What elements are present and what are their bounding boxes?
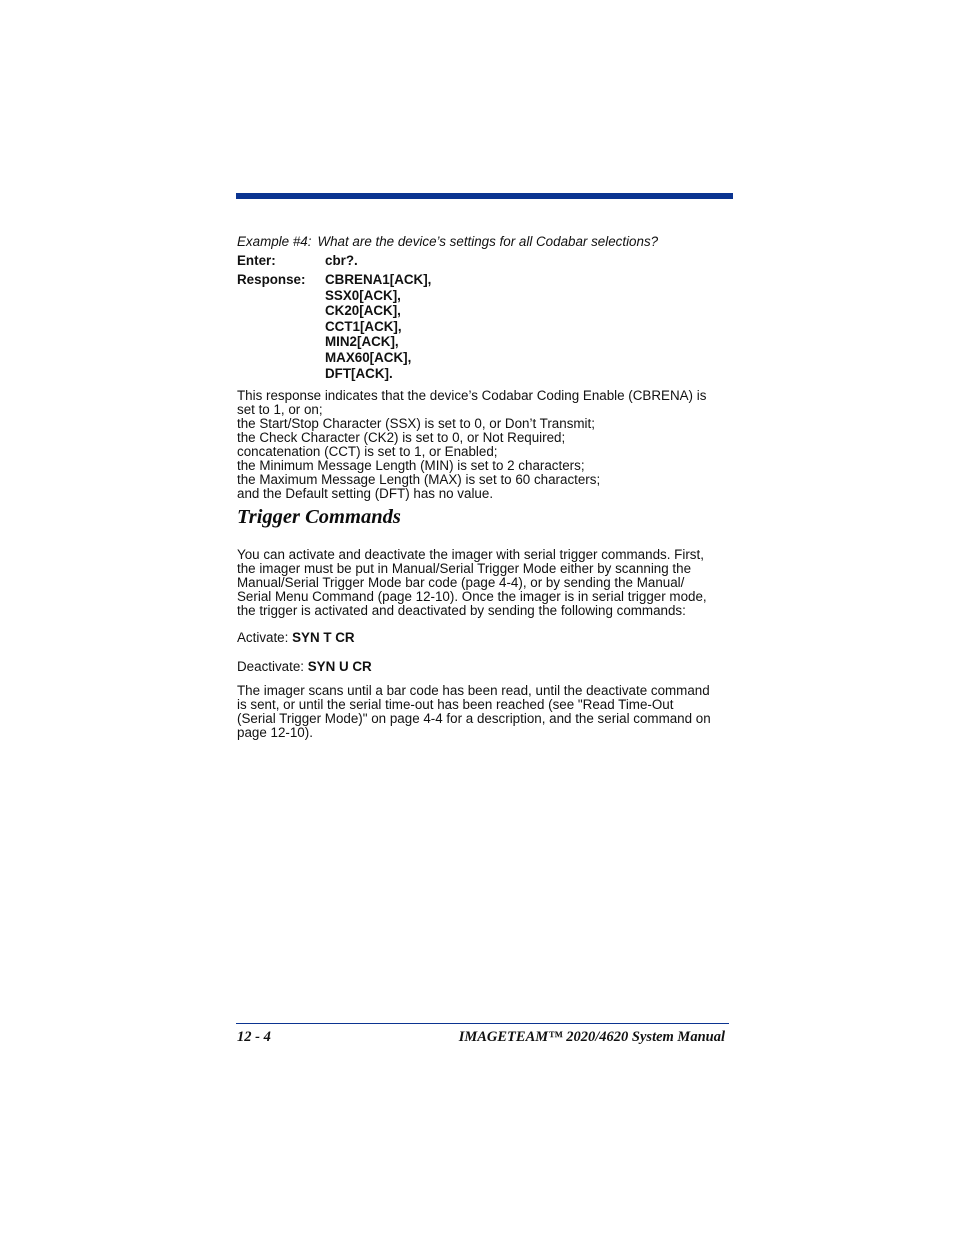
response-line: CCT1[ACK],	[325, 318, 402, 334]
page-number: 12 - 4	[237, 1029, 271, 1045]
example-label: Example #4:	[237, 234, 312, 249]
manual-title: IMAGETEAM™ 2020/4620 System Manual	[458, 1029, 725, 1045]
explanation-line: the Start/Stop Character (SSX) is set to 0, or Don’t Transmit;	[237, 416, 595, 431]
response-line: SSX0[ACK],	[325, 287, 401, 303]
activate-code: SYN T CR	[292, 630, 355, 645]
closing-line: (Serial Trigger Mode)" on page 4-4 for a description, and the serial command on	[237, 711, 711, 726]
explanation-line: the Minimum Message Length (MIN) is set to 2 characters;	[237, 458, 585, 473]
closing-line: is sent, or until the serial time-out has been reached (see "Read Time-Out	[237, 697, 674, 712]
example-question: What are the device’s settings for all Codabar selections?	[317, 234, 659, 249]
closing-line: page 12-10).	[237, 725, 313, 740]
response-line: DFT[ACK].	[325, 365, 393, 381]
explanation-line: concatenation (CCT) is set to 1, or Enabled;	[237, 444, 498, 459]
explanation-paragraph	[237, 389, 732, 501]
intro-line: Manual/Serial Trigger Mode bar code (page 4-4), or by sending the Manual/	[237, 575, 685, 590]
example-heading	[237, 234, 658, 250]
response-label: Response:	[237, 272, 306, 287]
enter-label: Enter:	[237, 253, 276, 268]
intro-line: Serial Menu Command (page 12-10). Once the imager is in serial trigger mode,	[237, 589, 707, 604]
response-line: CK20[ACK],	[325, 303, 401, 319]
explanation-line: set to 1, or on;	[237, 402, 323, 417]
response-values	[325, 272, 431, 381]
activate-label: Activate:	[237, 630, 293, 645]
intro-line: You can activate and deactivate the imager with serial trigger commands. First,	[237, 547, 704, 562]
explanation-line: the Check Character (CK2) is set to 0, or Not Required;	[237, 430, 566, 445]
activate-command	[237, 630, 355, 646]
intro-line: the trigger is activated and deactivated by sending the following commands:	[237, 603, 686, 618]
deactivate-command	[237, 659, 372, 675]
intro-line: the imager must be put in Manual/Serial Trigger Mode either by scanning the	[237, 561, 692, 576]
explanation-line: and the Default setting (DFT) has no value.	[237, 486, 494, 501]
header-rule	[236, 193, 733, 199]
deactivate-code: SYN U CR	[307, 659, 372, 674]
explanation-line: the Maximum Message Length (MAX) is set to 60 characters;	[237, 472, 601, 487]
enter-value: cbr?.	[325, 253, 358, 268]
deactivate-label: Deactivate:	[237, 659, 308, 674]
explanation-line: This response indicates that the device’s Codabar Coding Enable (CBRENA) is	[237, 388, 707, 403]
response-line: MAX60[ACK],	[325, 349, 412, 365]
intro-paragraph	[237, 548, 732, 618]
footer-rule	[236, 1023, 729, 1024]
section-title: Trigger Commands	[237, 506, 401, 528]
closing-line: The imager scans until a bar code has been read, until the deactivate command	[237, 683, 710, 698]
closing-paragraph	[237, 684, 732, 740]
response-line: CBRENA1[ACK],	[325, 272, 432, 287]
response-line: MIN2[ACK],	[325, 334, 399, 350]
